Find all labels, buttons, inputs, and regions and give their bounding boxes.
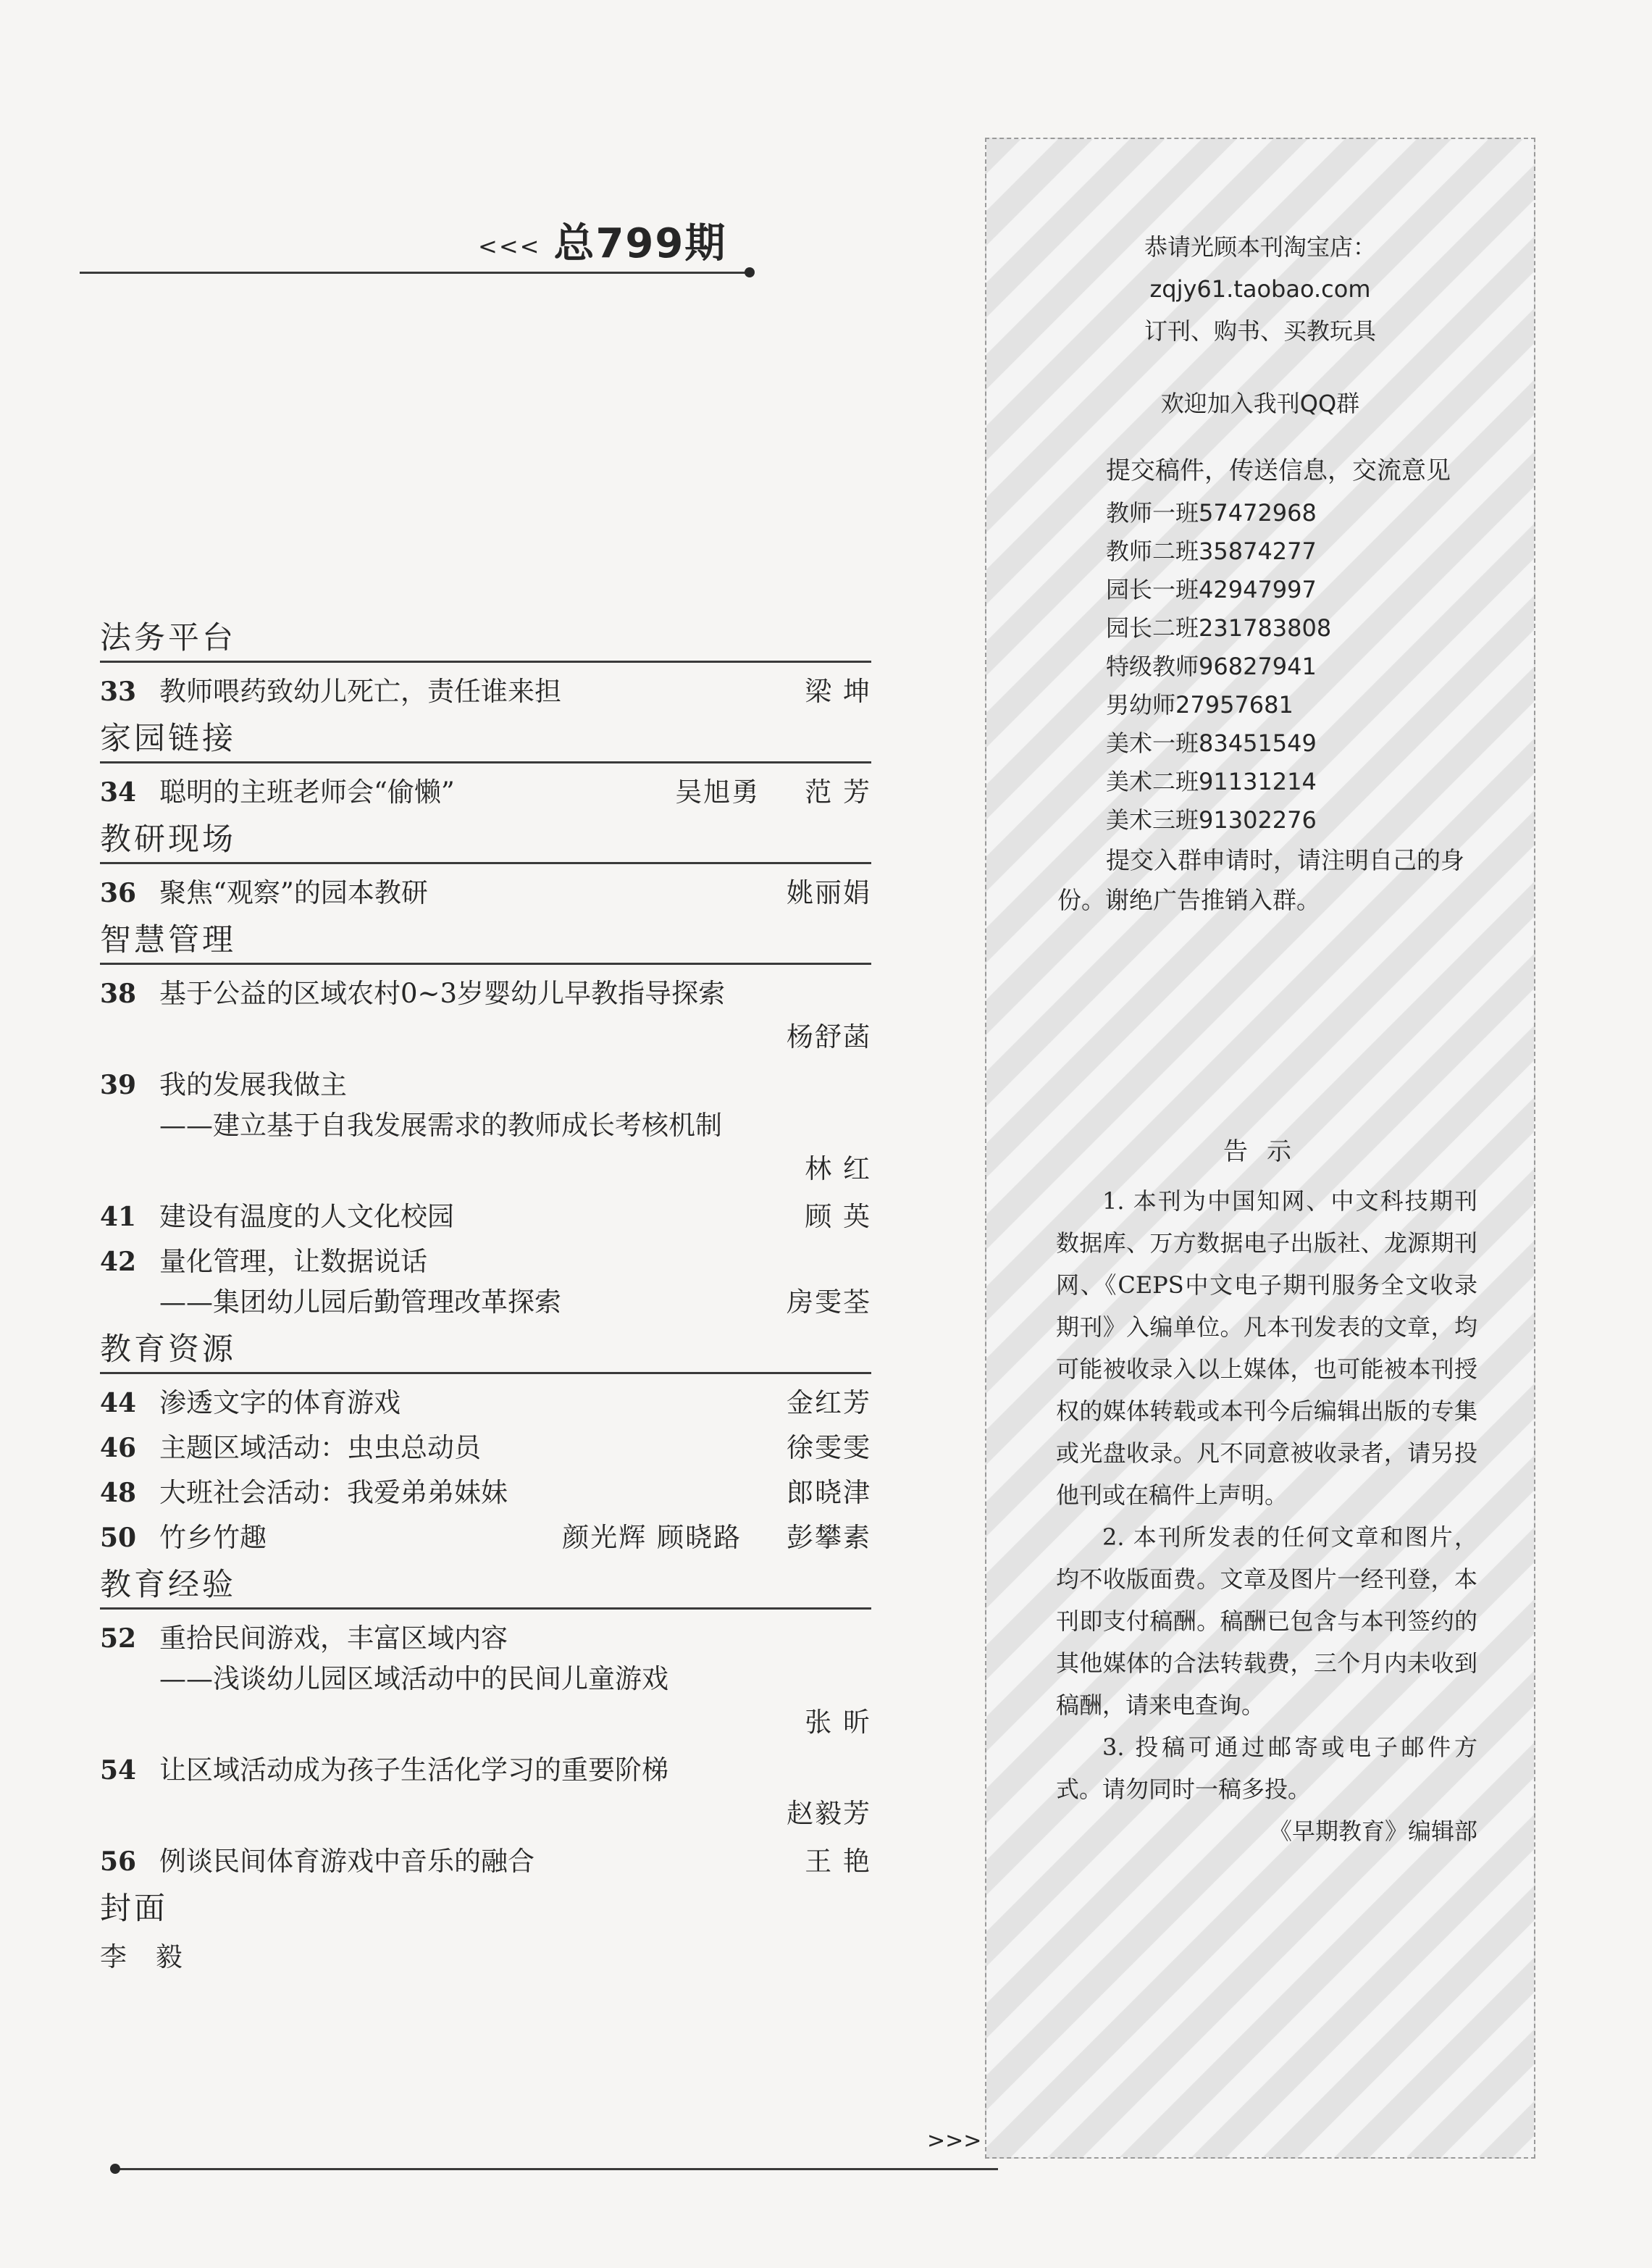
section-title: 教育经验 <box>100 1562 871 1610</box>
article-title: 量化管理，让数据说话 <box>159 1246 427 1277</box>
article-author: 林 红 <box>805 1153 871 1184</box>
qq-group: 特级教师96827941 <box>1106 653 1317 680</box>
article-author: 范 芳 <box>805 777 871 808</box>
cover-section <box>100 1886 871 1980</box>
issue-number <box>478 212 760 269</box>
article-author: 杨舒菡 <box>787 1021 871 1053</box>
article-author: 房雯荃 <box>787 1286 871 1318</box>
article-subtitle: ——集团幼儿园后勤管理改革探索 <box>159 1286 561 1318</box>
shop-info <box>986 226 1534 352</box>
qq-group: 男幼师27957681 <box>1106 691 1293 719</box>
notice-signature: 《早期教育》编辑部 <box>1268 1817 1477 1845</box>
article-title: 建设有温度的人文化校园 <box>159 1201 454 1232</box>
page-number: 44 <box>100 1388 137 1418</box>
article-title: 大班社会活动：我爱弟弟妹妹 <box>159 1477 508 1508</box>
toc-section <box>100 616 871 712</box>
cover-author: 李 毅 <box>100 1941 193 1972</box>
article-author: 郎晓津 <box>787 1477 871 1508</box>
section-title: 法务平台 <box>100 616 871 663</box>
article-author: 赵毅芳 <box>787 1798 871 1829</box>
info-sidebar <box>985 138 1535 2159</box>
qq-group: 园长一班42947997 <box>1106 576 1317 603</box>
header-rule-dot <box>745 267 755 277</box>
article-author: 顾 英 <box>805 1201 871 1232</box>
section-title: 智慧管理 <box>100 918 871 965</box>
toc-entry <box>100 1841 871 1882</box>
toc-section <box>100 817 871 913</box>
article-title: 基于公益的区域农村0~3岁婴幼儿早教指导探索 <box>159 978 726 1009</box>
article-title: 例谈民间体育游戏中音乐的融合 <box>159 1846 534 1877</box>
issue-label: 总799期 <box>553 220 727 267</box>
page-number: 38 <box>100 979 137 1009</box>
right-arrows-icon: >>> <box>927 2128 982 2154</box>
toc-entry <box>100 974 871 1060</box>
toc-entry <box>100 772 871 813</box>
notice-paragraph: 3. 投稿可通过邮寄或电子邮件方式。请勿同时一稿多投。 <box>1056 1733 1477 1803</box>
qq-intro: 提交稿件，传送信息，交流意见 <box>1106 456 1451 485</box>
qq-note: 提交入群申请时，请注明自己的身份。谢绝广告推销入群。 <box>1057 846 1464 914</box>
toc-entry <box>100 1618 871 1746</box>
article-title: 重拾民间游戏，丰富区域内容 <box>159 1623 508 1654</box>
article-author: 姚丽娟 <box>787 877 871 908</box>
page-number: 54 <box>100 1755 137 1786</box>
notice-paragraph: 2. 本刊所发表的任何文章和图片，均不收版面费。文章及图片一经刊登，本刊即支付稿酬。稿酬已包含与本刊签约的其他媒体的合法转载费，三个月内未收到稿酬，请来电查询。 <box>1056 1523 1477 1719</box>
article-author: 金红芳 <box>787 1387 871 1418</box>
article-title: 主题区域活动：虫虫总动员 <box>159 1432 481 1463</box>
page-number: 36 <box>100 878 137 908</box>
notice-paragraph: 1. 本刊为中国知网、中文科技期刊数据库、万方数据电子出版社、龙源期刊网、《CEPS中文电子期刊服务全文收录期刊》入编单位。凡本刊发表的文章，均可能被收录入以上媒体，也可能被本刊授权的媒体转载或本刊今后编辑出版的专集或光盘收录。凡不同意被收录者，请另投他刊或在稿件上声明。 <box>1056 1187 1477 1509</box>
page-number: 33 <box>100 677 137 707</box>
qq-group: 园长二班231783808 <box>1106 614 1332 642</box>
toc-section <box>100 1562 871 1882</box>
toc-entry <box>100 1473 871 1513</box>
article-author: 张 昕 <box>805 1707 871 1738</box>
article-author: 徐雯雯 <box>787 1432 871 1463</box>
page-number: 41 <box>100 1202 137 1232</box>
co-author: 吴旭勇 <box>675 777 760 808</box>
shop-url: zqjy61.taobao.com <box>1149 275 1371 303</box>
notice <box>1056 1131 1477 1852</box>
toc-entry <box>100 1428 871 1468</box>
article-author: 梁 坤 <box>805 676 871 707</box>
page-number: 39 <box>100 1070 137 1100</box>
article-author: 彭攀素 <box>787 1522 871 1553</box>
article-authors <box>675 772 871 813</box>
shop-invite: 恭请光顾本刊淘宝店： <box>1144 233 1376 261</box>
shop-offer: 订刊、购书、买教玩具 <box>1144 317 1376 345</box>
qq-heading: 欢迎加入我刊QQ群 <box>1160 390 1360 417</box>
toc-section <box>100 918 871 1323</box>
header-rule <box>80 272 750 274</box>
page-number: 42 <box>100 1247 137 1277</box>
page-number: 34 <box>100 777 137 808</box>
left-arrows-icon: <<< <box>478 232 541 260</box>
toc-entry <box>100 1750 871 1837</box>
article-title: 我的发展我做主 <box>159 1069 347 1100</box>
qq-group: 美术二班91131214 <box>1106 768 1317 795</box>
toc-entry <box>100 1065 871 1192</box>
article-title: 渗透文字的体育游戏 <box>159 1387 401 1418</box>
article-title: 竹乡竹趣 <box>159 1522 267 1553</box>
toc-section <box>100 1327 871 1558</box>
article-author: 王 艳 <box>805 1846 871 1877</box>
qq-group: 美术三班91302276 <box>1106 806 1317 834</box>
article-title: 让区域活动成为孩子生活化学习的重要阶梯 <box>159 1754 668 1786</box>
toc-entry <box>100 1197 871 1237</box>
article-authors <box>562 1518 871 1558</box>
qq-group: 教师一班57472968 <box>1106 499 1317 527</box>
article-title: 聪明的主班老师会“偷懒” <box>159 777 455 808</box>
co-authors: 颜光辉 顾晓路 <box>562 1522 742 1553</box>
article-subtitle: ——浅谈幼儿园区域活动中的民间儿童游戏 <box>159 1663 668 1694</box>
toc-entry <box>100 671 871 712</box>
page-number: 48 <box>100 1478 137 1508</box>
article-subtitle: ——建立基于自我发展需求的教师成长考核机制 <box>159 1110 722 1141</box>
page-number: 52 <box>100 1623 137 1654</box>
notice-title: 告示 <box>1223 1137 1310 1166</box>
article-title: 聚焦“观察”的园本教研 <box>159 877 428 908</box>
page-number: 56 <box>100 1846 137 1877</box>
article-title: 教师喂药致幼儿死亡，责任谁来担 <box>159 676 561 707</box>
qq-group: 教师二班35874277 <box>1106 537 1317 565</box>
section-title: 教研现场 <box>100 817 871 864</box>
page-number: 50 <box>100 1523 137 1553</box>
toc-entry <box>100 1383 871 1423</box>
footer-rule-dot <box>110 2164 120 2174</box>
toc-entry <box>100 1518 871 1558</box>
qq-group: 美术一班83451549 <box>1106 729 1317 757</box>
footer-rule <box>116 2168 998 2170</box>
toc-entry <box>100 1242 871 1323</box>
section-title: 家园链接 <box>100 716 871 763</box>
section-title: 教育资源 <box>100 1327 871 1374</box>
table-of-contents <box>100 616 871 1985</box>
section-title: 封面 <box>100 1891 168 1927</box>
toc-entry <box>100 873 871 913</box>
qq-group-list <box>1106 494 1331 840</box>
page-number: 46 <box>100 1433 137 1463</box>
toc-section <box>100 716 871 813</box>
